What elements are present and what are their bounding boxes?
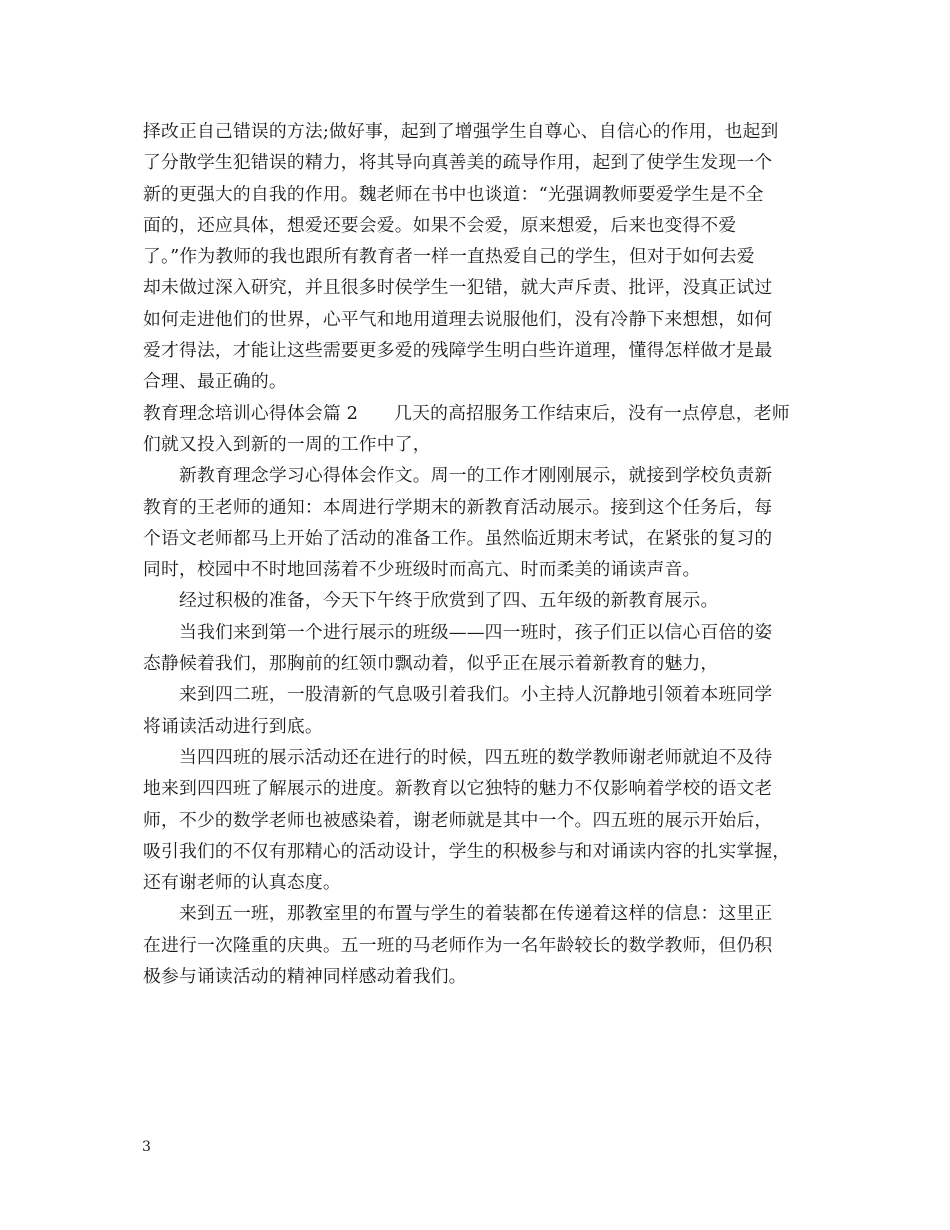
body-text [143, 116, 825, 992]
section-heading-line: 教育理念培训心得体会篇 2 几天的高招服务工作结束后，没有一点停息，老师 [143, 402, 790, 424]
text-line: 地来到四四班了解展示的进度。新教育以它独特的魅力不仅影响着学校的语文老 [143, 778, 773, 800]
text-line: 教育的王老师的通知：本周进行学期末的新教育活动展示。接到这个任务后，每 [143, 496, 773, 518]
paragraph-start-line: 当四四班的展示活动还在进行的时候，四五班的数学教师谢老师就迫不及待 [179, 746, 773, 768]
text-line: 在进行一次隆重的庆典。五一班的马老师作为一名年龄较长的数学教师，但仍积 [143, 934, 773, 956]
text-line: 师，不少的数学老师也被感染着，谢老师就是其中一个。四五班的展示开始后， [143, 809, 773, 831]
text-line: 爱才得法，才能让这些需要更多爱的残障学生明白些许道理，懂得怎样做才是最 [143, 340, 773, 362]
text-line: 了分散学生犯错误的精力，将其导向真善美的疏导作用，起到了使学生发现一个 [143, 152, 773, 174]
text-line: 极参与诵读活动的精神同样感动着我们。 [143, 966, 467, 988]
text-line: 个语文老师都马上开始了活动的准备工作。虽然临近期末考试，在紧张的复习的 [143, 527, 773, 549]
text-line: 还有谢老师的认真态度。 [143, 872, 341, 894]
text-line: 同时，校园中不时地回荡着不少班级时而高亢、时而柔美的诵读声音。 [143, 559, 701, 581]
paragraph-start-line: 当我们来到第一个进行展示的班级——四一班时，孩子们正以信心百倍的姿 [179, 621, 773, 643]
text-line: 将诵读活动进行到底。 [143, 715, 323, 737]
text-line: 面的，还应具体，想爱还要会爱。如果不会爱，原来想爱，后来也变得不爱 [143, 214, 737, 236]
text-line: 吸引我们的不仅有那精心的活动设计，学生的积极参与和对诵读内容的扎实掌握， [143, 840, 791, 862]
paragraph-start-line: 新教育理念学习心得体会作文。周一的工作才刚刚展示，就接到学校负责新 [179, 465, 773, 487]
text-line: 却未做过深入研究，并且很多时侯学生一犯错，就大声斥责、批评，没真正试过 [143, 277, 773, 299]
text-line: 择改正自己错误的方法;做好事，起到了增强学生自尊心、自信心的作用，也起到 [143, 121, 779, 142]
text-line: 了。”作为教师的我也跟所有教育者一样一直热爱自己的学生，但对于如何去爱 [143, 246, 755, 268]
paragraph-start-line: 来到四二班，一股清新的气息吸引着我们。小主持人沉静地引领着本班同学 [179, 684, 773, 706]
text-line: 如何走进他们的世界，心平气和地用道理去说服他们，没有冷静下来想想，如何 [143, 308, 773, 330]
text-line: 们就又投入到新的一周的工作中了， [143, 433, 431, 455]
page-number: 3 [142, 1139, 151, 1155]
paragraph-start-line: 来到五一班，那教室里的布置与学生的着装都在传递着这样的信息：这里正 [179, 903, 773, 925]
paragraph-start-line: 经过积极的准备，今天下午终于欣赏到了四、五年级的新教育展示。 [179, 590, 719, 612]
text-line: 合理、最正确的。 [143, 371, 287, 393]
text-line: 态静候着我们，那胸前的红领巾飘动着，似乎正在展示着新教育的魅力， [143, 653, 719, 675]
text-line: 新的更强大的自我的作用。魏老师在书中也谈道：“光强调教师要爱学生是不全 [143, 183, 764, 205]
